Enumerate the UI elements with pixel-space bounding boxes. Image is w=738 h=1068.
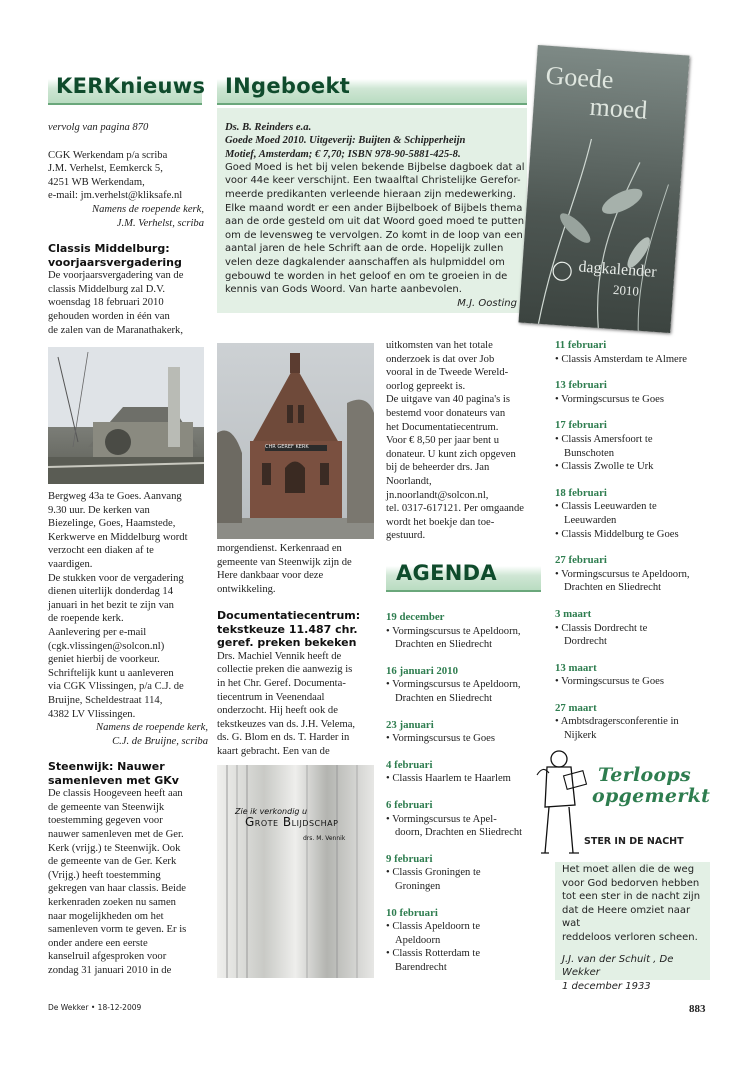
paragraph-line: dienen uiterlijk donderdag 14 (48, 586, 174, 598)
paragraph-line: donateur. U kunt zich opgeven (386, 448, 516, 460)
agenda-item-line: • Classis Apeldoorn te (386, 921, 481, 933)
paragraph-line: gehouden worden in één van (48, 310, 170, 322)
agenda-item-line: • Vormingscursus te Goes (555, 676, 664, 688)
agenda-item-line: • Classis Leeuwarden te (555, 501, 657, 513)
terloops-heading: STER IN DE NACHT (584, 836, 684, 847)
paragraph-line: De stukken voor de vergadering (48, 572, 184, 584)
agenda-item-line: Drachten en Sliedrecht (395, 639, 493, 651)
address-line: CGK Werkendam p/a scriba (48, 149, 168, 161)
agenda-item (386, 947, 544, 974)
paragraph-line: Aanlevering per e-mail (48, 626, 147, 638)
agenda-date: 27 maart (555, 701, 597, 714)
paragraph-line: De classis Hoogeveen heeft aan (48, 788, 183, 800)
paragraph-line: Bruijne, Scheldestraat 114, (48, 694, 163, 706)
agenda-entry (386, 611, 544, 652)
church-photo-goes (48, 347, 204, 484)
paragraph-line: De uitgave van 40 pagina's is (386, 394, 511, 406)
agenda-item (555, 433, 715, 460)
agenda-item-line: • Classis Middelburg te Goes (555, 528, 679, 540)
agenda-date: 13 februari (555, 379, 607, 392)
church-goes-illustration (48, 347, 204, 484)
paragraph-line: kerkenraden zoeken nu samen (48, 897, 176, 909)
paragraph-line: wordt het boekje dan toe- (386, 516, 495, 528)
book-year: 2010 (612, 281, 640, 299)
section-heading: Documentatiecentrum: (217, 609, 361, 623)
ingeboekt-banner (217, 74, 527, 105)
paragraph-line: (Vrijg.) heeft toestemming (48, 869, 161, 881)
agenda-entry (386, 759, 544, 786)
agenda-item-line: • Ambtsdragersconferentie in (555, 716, 679, 728)
paragraph-line: geniet hierbij de voorkeur. (48, 654, 160, 666)
agenda-item (555, 393, 715, 407)
address-email: e-mail: jm.verhelst@kliksafe.nl (48, 190, 183, 202)
paragraph-documentatie (217, 650, 379, 759)
paragraph-steenwijk-cont (217, 542, 379, 596)
footer-publication: De Wekker • 18-12-2009 (48, 1003, 142, 1012)
agenda-entry (386, 799, 544, 840)
agenda-entry (386, 719, 544, 746)
agenda-item (555, 568, 715, 595)
agenda-date: 4 februari (386, 758, 433, 771)
quote-line: reddeloos verloren scheen. (562, 931, 698, 943)
review-line: voor 44e keer verschijnt. Een twaalftal Christelijke Gerefor- (225, 175, 521, 187)
agenda-item (555, 353, 715, 367)
agenda-item-line: • Vormingscursus te Apel- (386, 813, 497, 825)
page-number: 883 (689, 1003, 706, 1015)
paragraph-line: tel. 0317-617121. Per omgaande (386, 503, 524, 515)
agenda-item-line: • Vormingscursus te Apeldoorn, (555, 568, 690, 580)
agenda-item-line: Drachten en Sliedrecht (564, 582, 662, 594)
terloops-body (562, 863, 708, 993)
paragraph-line: vaardigen. (48, 558, 93, 570)
church-sign: CHR GEREF KERK (265, 444, 309, 450)
agenda-entry (555, 419, 715, 473)
paragraph-line: onderzocht. Hij heeft ook de (217, 705, 338, 717)
paragraph-line: woensdag 18 februari 2010 (48, 297, 164, 309)
quote-line: tot een ster in de nacht zijn (562, 891, 701, 903)
terloops-source: J.J. van der Schuit , De Wekker (562, 953, 674, 979)
agenda-date: 23 januari (386, 718, 434, 731)
kerknieuws-banner (48, 74, 206, 105)
church-photo-steenwijk (217, 343, 374, 539)
terloops-title-line: Terloops (598, 764, 692, 786)
booklet-stack-illustration (217, 765, 374, 978)
agenda-item (555, 675, 715, 689)
paragraph-goes (48, 490, 208, 721)
signature-line: Namens de roepende kerk, (92, 203, 204, 215)
paragraph-line: morgendienst. Kerkenraad en (217, 543, 342, 554)
booklet-title: Grote Blijdschap (245, 815, 339, 829)
agenda-item-line: • Vormingscursus te Goes (555, 393, 664, 405)
agenda-date: 6 februari (386, 798, 433, 811)
quote-line: voor God bedorven hebben (562, 877, 700, 889)
paragraph-line: Here dankbaar voor deze (217, 570, 324, 582)
book-author: Ds. B. Reinders e.a. (225, 122, 312, 133)
kerknieuws-title: KERKnieuws (56, 74, 206, 98)
book-title-word: moed (588, 91, 649, 125)
paragraph-line: via CGK Vlissingen, p/a C.J. de (48, 681, 184, 693)
agenda-item-line: • Vormingscursus te Apeldoorn, (386, 679, 521, 691)
agenda-entry (386, 853, 544, 894)
paragraph-line: ontwikkeling. (217, 583, 276, 595)
agenda-item (555, 500, 715, 527)
agenda-entry (555, 339, 715, 366)
paragraph-documentatie-cont (386, 339, 548, 543)
book-cover-goede-moed (518, 45, 689, 333)
paragraph-line: kaart gebracht. Een van de (217, 746, 330, 758)
agenda-date: 11 februari (555, 339, 607, 351)
agenda-list-right (555, 339, 715, 756)
section-heading: tekstkeuze 11.487 chr. (217, 622, 358, 636)
kerknieuws-column-bottom (48, 490, 208, 978)
agenda-item (555, 715, 715, 742)
agenda-item-line: • Vormingscursus te Goes (386, 733, 495, 745)
agenda-entry (555, 702, 715, 743)
paragraph-line: de gemeente van de Ger. Kerk (48, 856, 177, 868)
agenda-entry (555, 608, 715, 649)
agenda-date: 19 december (386, 611, 445, 623)
book-meta: Motief, Amsterdam; € 7,70; ISBN 978-90-5881-425-8. (225, 148, 461, 160)
paragraph-line: 9.30 uur. De kerken van (48, 504, 150, 516)
book-title-word: Goede (544, 60, 615, 95)
agenda-item (386, 678, 544, 705)
agenda-entry (386, 907, 544, 975)
agenda-item-line: • Classis Amsterdam te Almere (555, 353, 687, 365)
paragraph-line: Bergweg 43a te Goes. Aanvang (48, 491, 182, 502)
booklet-line1: Zie ik verkondig u (235, 807, 308, 816)
paragraph-line: januari in het bezit te zijn van (48, 599, 174, 611)
address-line: 4251 WB Werkendam, (48, 176, 145, 188)
agenda-date: 18 februari (555, 486, 607, 499)
paragraph-line: jn.noorlandt@solcon.nl, (386, 489, 489, 501)
booklet-photo (217, 765, 374, 978)
vervolg-note: vervolg van pagina 870 (48, 122, 149, 133)
paragraph-line: in het Chr. Geref. Documenta- (217, 678, 346, 690)
paragraph-line: tekstkeuzes van ds. J.H. Velema, (217, 718, 356, 730)
agenda-item-line: • Classis Haarlem te Haarlem (386, 773, 511, 785)
paragraph-line: tiecentrum in Veenendaal (217, 691, 325, 703)
agenda-item-line: • Classis Groningen te (386, 867, 481, 879)
address-line: J.M. Verhelst, Eemkerck 5, (48, 163, 163, 175)
agenda-item-line: • Vormingscursus te Apeldoorn, (386, 625, 521, 637)
section-heading: geref. preken bekeken (217, 636, 357, 650)
paragraph-line: gekregen van haar classis. Beide (48, 883, 186, 895)
agenda-item (386, 772, 544, 786)
agenda-item-line: • Classis Zwolle te Urk (555, 461, 654, 473)
review-line: Goed Moed is het bij velen bekende Bijbelse dagboek dat al (225, 161, 525, 173)
paragraph-line: de gemeente van Steenwijk (48, 801, 165, 813)
agenda-date: 27 februari (555, 554, 607, 567)
agenda-item-line: Groningen (395, 880, 441, 892)
paragraph-line: Noorlandt, (386, 475, 432, 487)
signature-line: C.J. de Bruijne, scriba (112, 735, 208, 747)
paragraph-middelburg (48, 269, 204, 337)
agenda-item (555, 528, 715, 542)
paragraph-steenwijk (48, 787, 208, 977)
review-line: om de levensweg te vervolgen. Zo komt in de loop van een (225, 229, 523, 241)
column-middle (217, 542, 379, 759)
agenda-item-line: • Classis Dordrecht te (555, 622, 648, 634)
agenda-item-line: Nijkerk (564, 730, 597, 742)
agenda-item (386, 866, 544, 893)
paragraph-line: toestemming gegeven voor (48, 815, 163, 827)
paragraph-line: naar mogelijkheden om het (48, 910, 164, 922)
review-line: kennis van Gods Woord. Van harte aanbevolen. (225, 284, 462, 296)
paragraph-line: (cgk.vlissingen@solcon.nl) (48, 640, 165, 652)
paragraph-line: Kerkwerve en Middelburg wordt (48, 531, 188, 543)
review-line: aan de orde gesteld om uit dat Woord goed moed te putten (225, 216, 525, 228)
agenda-list-left (386, 611, 544, 987)
agenda-date: 16 januari 2010 (386, 664, 458, 677)
paragraph-line: gestuurd. (386, 530, 426, 542)
agenda-entry (555, 662, 715, 689)
agenda-item-line: Drachten en Sliedrecht (395, 692, 493, 704)
paragraph-line: Kerk (vrijg.) te Steenwijk. Ook (48, 842, 181, 854)
paragraph-line: onder andere een eerste (48, 937, 148, 949)
paragraph-line: Voor € 8,50 per jaar bent u (386, 435, 500, 447)
agenda-item (386, 813, 544, 840)
agenda-date: 10 februari (386, 906, 438, 919)
section-heading: Classis Middelburg: (48, 242, 170, 256)
agenda-date: 9 februari (386, 852, 433, 865)
paragraph-line: gemeente van Steenwijk zijn de (217, 556, 352, 568)
paragraph-line: De voorjaarsvergadering van de (48, 270, 184, 282)
agenda-item-line: • Classis Rotterdam te (386, 948, 481, 960)
terloops-title (592, 764, 711, 807)
terloops-title-line: opgemerkt (592, 785, 711, 807)
paragraph-line: onderzoek is dat over Job (386, 353, 495, 365)
agenda-item-line: Bunschoten (564, 447, 615, 459)
section-heading: samenleven met GKv (48, 773, 179, 787)
book-title (543, 62, 650, 125)
agenda-entry (555, 379, 715, 406)
agenda-item-line: doorn, Drachten en Sliedrecht (395, 827, 523, 839)
signature-line: J.M. Verhelst, scriba (116, 217, 204, 229)
paragraph-line: het Documentatiecentrum. (386, 421, 499, 433)
church-steenwijk-illustration (217, 343, 374, 539)
paragraph-line: Drs. Machiel Vennik heeft de (217, 650, 342, 662)
review-line: velen deze dagkalender aanschaffen als hulpmiddel om (225, 257, 505, 269)
paragraph-line: kanselruil afgesproken voor (48, 951, 167, 963)
review-line: meerde predikanten verleende hieraan zijn medewerking. (225, 189, 516, 201)
kerknieuws-column-top (48, 121, 204, 337)
agenda-item (386, 732, 544, 746)
agenda-item (555, 622, 715, 649)
agenda-item-line: Barendrecht (395, 961, 447, 973)
paragraph-line: samenleven vorm te geven. Er is (48, 924, 187, 936)
agenda-date: 13 maart (555, 661, 597, 674)
agenda-item-line: Apeldoorn (395, 934, 441, 946)
agenda-entry (386, 665, 544, 706)
column-documentatie-cont (386, 339, 548, 543)
paragraph-line: nauwer samenleven met de Ger. (48, 829, 184, 841)
paragraph-line: bij de beheerder drs. Jan (386, 462, 490, 474)
signature-line: Namens de roepende kerk, (96, 722, 208, 734)
agenda-title: AGENDA (396, 561, 497, 585)
quote-line: Het moet allen die de weg (562, 864, 695, 875)
agenda-item-line: Dordrecht (564, 636, 607, 648)
agenda-date: 17 februari (555, 419, 607, 432)
quote-line: dat de Heere omziet naar wat (562, 904, 691, 930)
paragraph-line: collectie preken die aanwezig is (217, 664, 353, 676)
agenda-entry (555, 554, 715, 595)
agenda-item (386, 920, 544, 947)
section-heading: Steenwijk: Nauwer (48, 760, 165, 774)
section-heading: voorjaarsvergadering (48, 255, 182, 269)
agenda-item (386, 625, 544, 652)
paragraph-line: Schriftelijk kunt u aanleveren (48, 667, 174, 679)
paragraph-line: 4382 LV Vlissingen. (48, 708, 136, 720)
paragraph-line: zondag 31 januari 2010 in de (48, 965, 172, 976)
review-line: Elke maand wordt er een ander Bijbelboek of Bijbels thema (225, 202, 523, 214)
book-subtitle: dagkalender (577, 258, 658, 281)
book-review (225, 161, 525, 297)
paragraph-line: verzocht een diaken af te (48, 545, 154, 557)
reviewer: M.J. Oosting (457, 297, 517, 309)
paragraph-line: classis Middelburg zal D.V. (48, 283, 166, 295)
agenda-banner (386, 561, 541, 592)
review-line: aantal jaren de hele Schrift aan de orde. Hopelijk zullen (225, 243, 504, 255)
agenda-item-line: Leeuwarden (564, 514, 617, 526)
ingeboekt-box (217, 108, 527, 313)
review-line: gebouwd te worden in het geloof en om te groeien in de (225, 270, 508, 282)
paragraph-line: de roepende kerk. (48, 613, 124, 625)
paragraph-line: ds. G. Blom en ds. T. Harder in (217, 732, 350, 744)
paragraph-line: bestemd voor donateurs van (386, 407, 506, 419)
paragraph-line: uitkomsten van het totale (386, 340, 493, 351)
paragraph-line: oorlog gepreekt is. (386, 380, 466, 392)
paragraph-line: Biezelinge, Goes, Haamstede, (48, 518, 176, 530)
paragraph-line: vooral in de Tweede Wereld- (386, 367, 509, 379)
ingeboekt-title: INgeboekt (225, 74, 351, 98)
book-meta: Goede Moed 2010. Uitgeverij: Buijten & Schipperheijn (225, 135, 466, 147)
agenda-entry (555, 487, 715, 541)
agenda-item (555, 460, 715, 474)
paragraph-line: de zalen van de Maranathakerk, (48, 324, 183, 336)
booklet-author: drs. M. Vennik (303, 835, 346, 842)
agenda-item-line: • Classis Amersfoort te (555, 433, 653, 445)
agenda-date: 3 maart (555, 607, 592, 620)
terloops-source: 1 december 1933 (562, 980, 651, 992)
